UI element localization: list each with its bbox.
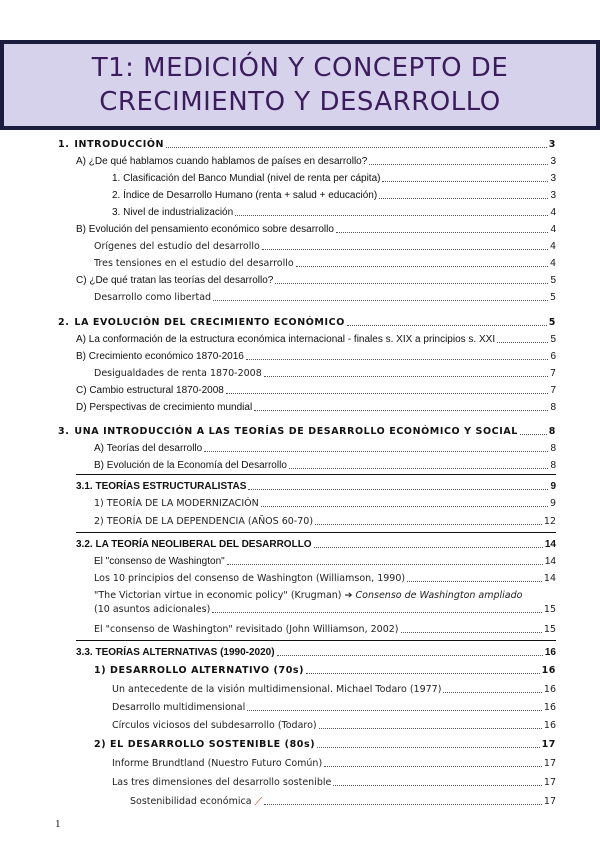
toc-entry-text: 3. Nivel de industrialización <box>112 207 234 218</box>
toc-leader <box>347 324 547 326</box>
document-title-box <box>0 40 600 130</box>
toc-leader <box>497 341 548 343</box>
toc-entry-text: Sostenibilidad económica <box>130 796 252 807</box>
toc-page-number: 8 <box>550 443 556 454</box>
toc-number: 3. <box>58 426 70 437</box>
toc-page-number: 17 <box>543 796 556 807</box>
toc-leader <box>324 765 542 767</box>
toc-entry-text: Los 10 principios del consenso de Washington (Williamson, 1990) <box>94 573 406 584</box>
toc-leader <box>333 784 542 786</box>
toc-entry-3-2-4[interactable] <box>94 623 556 636</box>
toc-leader <box>204 450 548 452</box>
toc-page-number: 8 <box>548 426 556 437</box>
toc-leader <box>277 654 543 656</box>
toc-entry-3-1-2[interactable] <box>94 515 556 528</box>
toc-leader <box>264 375 548 377</box>
toc-leader <box>254 409 548 411</box>
toc-entry-text: A) ¿De qué hablamos cuando hablamos de países en desarrollo? <box>76 156 368 167</box>
toc-page-number: 5 <box>548 317 556 328</box>
toc-entry-3-2-3[interactable] <box>94 589 556 602</box>
toc-entry-text: Un antecedente de la visión multidimensional. Michael Todaro (1977) <box>112 684 442 695</box>
toc-entry-3-3-2b1[interactable] <box>130 795 556 808</box>
toc-page-number: 7 <box>550 385 556 396</box>
toc-page-number: 15 <box>543 604 556 615</box>
toc-leader <box>262 248 548 250</box>
toc-entry-text: Desigualdades de renta 1870-2008 <box>94 368 262 379</box>
toc-entry-text: 3.1. TEORÍAS ESTRUCTURALISTAS <box>76 481 247 492</box>
toc-page-number: 3 <box>550 190 556 201</box>
toc-leader <box>235 214 548 216</box>
toc-page-number: 16 <box>543 720 556 731</box>
toc-page-number: 16 <box>543 702 556 713</box>
toc-entry-3-2-2[interactable] <box>94 572 556 585</box>
toc-entry-2b[interactable] <box>76 350 556 363</box>
toc-leader <box>248 488 548 490</box>
toc-page-number: 5 <box>550 334 556 345</box>
toc-entry-2b1[interactable] <box>94 367 556 380</box>
toc-entry-1c1[interactable] <box>94 291 556 304</box>
toc-page-number: 4 <box>550 207 556 218</box>
toc-page-number: 14 <box>544 539 556 550</box>
toc-entry-1a2[interactable] <box>112 189 556 202</box>
toc-entry-text: 1. Clasificación del Banco Mundial (nivel de renta per cápita) <box>112 173 381 184</box>
toc-entry-text: 3.2. LA TEORÍA NEOLIBERAL DEL DESARROLLO <box>76 539 312 550</box>
toc-entry-text: Orígenes del estudio del desarrollo <box>94 241 260 252</box>
toc-page-number: 17 <box>541 739 556 750</box>
toc-leader <box>401 631 542 633</box>
toc-page-number: 6 <box>550 351 556 362</box>
toc-entry-text: Círculos viciosos del subdesarrollo (Todaro) <box>112 720 317 731</box>
toc-leader <box>275 282 548 284</box>
toc-page-number: 7 <box>549 368 556 379</box>
toc-entry-text: Desarrollo como libertad <box>94 292 212 303</box>
toc-entry-3-3-2b[interactable] <box>112 776 556 789</box>
toc-page-number: 16 <box>544 647 556 658</box>
toc-entry-2c[interactable] <box>76 384 556 397</box>
toc-section-2[interactable] <box>58 316 556 329</box>
toc-page-number: 14 <box>543 573 556 584</box>
toc-entry-3-3-1a[interactable] <box>112 683 556 696</box>
toc-entry-2a[interactable] <box>76 333 556 346</box>
toc-entry-text: Desarrollo multidimensional <box>112 702 246 713</box>
toc-number: 1. <box>58 139 70 150</box>
toc-page-number: 5 <box>549 292 556 303</box>
toc-leader <box>379 197 548 199</box>
toc-page-number: 4 <box>549 258 556 269</box>
toc-leader <box>264 803 542 805</box>
toc-leader <box>319 727 542 729</box>
toc-page-number: 3 <box>548 139 556 150</box>
toc-entry-text: C) ¿De qué tratan las teorías del desarrollo? <box>76 275 274 286</box>
toc-page-number: 15 <box>543 624 556 635</box>
toc-entry-text: 1) TEORÍA DE LA MODERNIZACIÓN <box>94 498 259 509</box>
toc-entry-3-3-1c[interactable] <box>112 719 556 732</box>
toc-entry-text: 2) EL DESARROLLO SOSTENIBLE (80s) <box>94 739 316 750</box>
toc-entry-3-2-1[interactable] <box>94 555 556 568</box>
toc-entry-2d[interactable] <box>76 401 556 414</box>
toc-entry-text: 2. Índice de Desarrollo Humano (renta + salud + educación) <box>112 190 378 201</box>
toc-leader <box>261 505 548 507</box>
toc-leader <box>317 746 539 748</box>
toc-section-3-1[interactable] <box>76 480 556 493</box>
toc-entry-text: LA EVOLUCIÓN DEL CRECIMIENTO ECONÓMICO <box>74 317 345 328</box>
toc-page-number: 8 <box>550 402 556 413</box>
toc-page-number: 4 <box>550 224 556 235</box>
title-line-1: T1: MEDICIÓN Y CONCEPTO DE <box>91 53 509 83</box>
toc-leader <box>212 611 542 613</box>
toc-entry-text: UNA INTRODUCCIÓN A LAS TEORÍAS DE DESARROLLO ECONÓMICO Y SOCIAL <box>74 426 518 437</box>
toc-page-number: 14 <box>544 556 556 567</box>
toc-entry-3-3-2[interactable] <box>94 738 556 751</box>
toc-page-number: 4 <box>549 241 556 252</box>
toc-entry-text: B) Evolución del pensamiento económico sobre desarrollo <box>76 224 334 235</box>
toc-entry-text: (10 asuntos adicionales) <box>94 604 211 615</box>
toc-entry-text: C) Cambio estructural 1870-2008 <box>76 385 224 396</box>
toc-entry-3-3-2a[interactable] <box>112 757 556 770</box>
toc-entry-text: El "consenso de Washington" <box>94 556 225 567</box>
toc-page-number: 17 <box>543 758 556 769</box>
toc-entry-1a[interactable] <box>76 155 556 168</box>
toc-entry-text: "The Victorian virtue in economic policy" (Krugman) ➔ Consenso de Washington ampliado <box>94 590 523 601</box>
toc-entry-3b[interactable] <box>94 459 556 472</box>
toc-leader <box>336 231 549 233</box>
toc-page-number: 16 <box>541 665 556 676</box>
toc-section-3[interactable] <box>58 425 556 438</box>
toc-entry-text: 2) TEORÍA DE LA DEPENDENCIA (AÑOS 60-70) <box>94 516 314 527</box>
toc-leader <box>520 433 547 435</box>
section-divider <box>76 532 556 533</box>
toc-entry-text: B) Evolución de la Economía del Desarrollo <box>94 460 287 471</box>
toc-entry-1b2[interactable] <box>94 257 556 270</box>
toc-entry-text: Informe Brundtland (Nuestro Futuro Común) <box>112 758 323 769</box>
toc-leader <box>296 265 548 267</box>
toc-entry-3-3-1[interactable] <box>94 664 556 677</box>
toc-entry-1b[interactable] <box>76 223 556 236</box>
toc-entry-text: INTRODUCCIÓN <box>74 139 165 150</box>
toc-entry-text: A) La conformación de la estructura económica internacional - finales s. XIX a principios s. XXI <box>76 334 496 345</box>
toc-entry-3-1-1[interactable] <box>94 497 556 510</box>
toc-leader <box>306 672 539 674</box>
toc-page-number: 3 <box>550 156 556 167</box>
toc-entry-3-3-1b[interactable] <box>112 701 556 714</box>
toc-entry-text: B) Crecimiento económico 1870-2016 <box>76 351 244 362</box>
toc-entry-text: A) Teorías del desarrollo <box>94 443 203 454</box>
toc-leader <box>369 163 548 165</box>
toc-entry-3-2-3-cont[interactable] <box>94 603 556 616</box>
toc-leader <box>443 691 542 693</box>
toc-entry-text: El "consenso de Washington" revisitado (John Williamson, 2002) <box>94 624 399 635</box>
toc-section-3-2[interactable] <box>76 538 556 551</box>
toc-entry-text: Tres tensiones en el estudio del desarrollo <box>94 258 294 269</box>
toc-leader <box>227 563 543 565</box>
toc-entry-text: 1) DESARROLLO ALTERNATIVO (70s) <box>94 665 305 676</box>
section-divider <box>76 640 556 641</box>
toc-entry-1c[interactable] <box>76 274 556 287</box>
toc-page-number: 9 <box>549 498 556 509</box>
toc-page-number: 17 <box>543 777 556 788</box>
toc-page-number: 5 <box>550 275 556 286</box>
toc-leader <box>407 580 542 582</box>
toc-page-number: 3 <box>550 173 556 184</box>
toc-leader <box>314 546 543 548</box>
toc-leader <box>166 146 547 148</box>
toc-leader <box>289 467 549 469</box>
toc-page-number: 16 <box>543 684 556 695</box>
toc-entry-1a1[interactable] <box>112 172 556 185</box>
toc-entry-3a[interactable] <box>94 442 556 455</box>
toc-leader <box>247 709 542 711</box>
toc-leader <box>226 392 549 394</box>
toc-leader <box>213 299 548 301</box>
toc-page-number: 8 <box>550 460 556 471</box>
red-checkmark-icon: ⟋ <box>254 795 263 808</box>
toc-leader <box>246 358 549 360</box>
toc-entry-text: 3.3. TEORÍAS ALTERNATIVAS (1990-2020) <box>76 647 275 658</box>
toc-entry-text: D) Perspectivas de crecimiento mundial <box>76 402 253 413</box>
toc-leader <box>382 180 548 182</box>
toc-section-1[interactable] <box>58 138 556 151</box>
toc-page-number: 9 <box>550 481 556 492</box>
toc-number: 2. <box>58 317 70 328</box>
toc-entry-text: Las tres dimensiones del desarrollo sostenible <box>112 777 332 788</box>
toc-entry-1a3[interactable] <box>112 206 556 219</box>
section-divider <box>76 474 556 475</box>
page-number-footer: 1 <box>55 818 61 830</box>
title-line-2: CRECIMIENTO Y DESARROLLO <box>99 87 501 117</box>
toc-leader <box>315 523 542 525</box>
toc-page-number: 12 <box>543 516 556 527</box>
toc-section-3-3[interactable] <box>76 646 556 659</box>
toc-entry-1b1[interactable] <box>94 240 556 253</box>
